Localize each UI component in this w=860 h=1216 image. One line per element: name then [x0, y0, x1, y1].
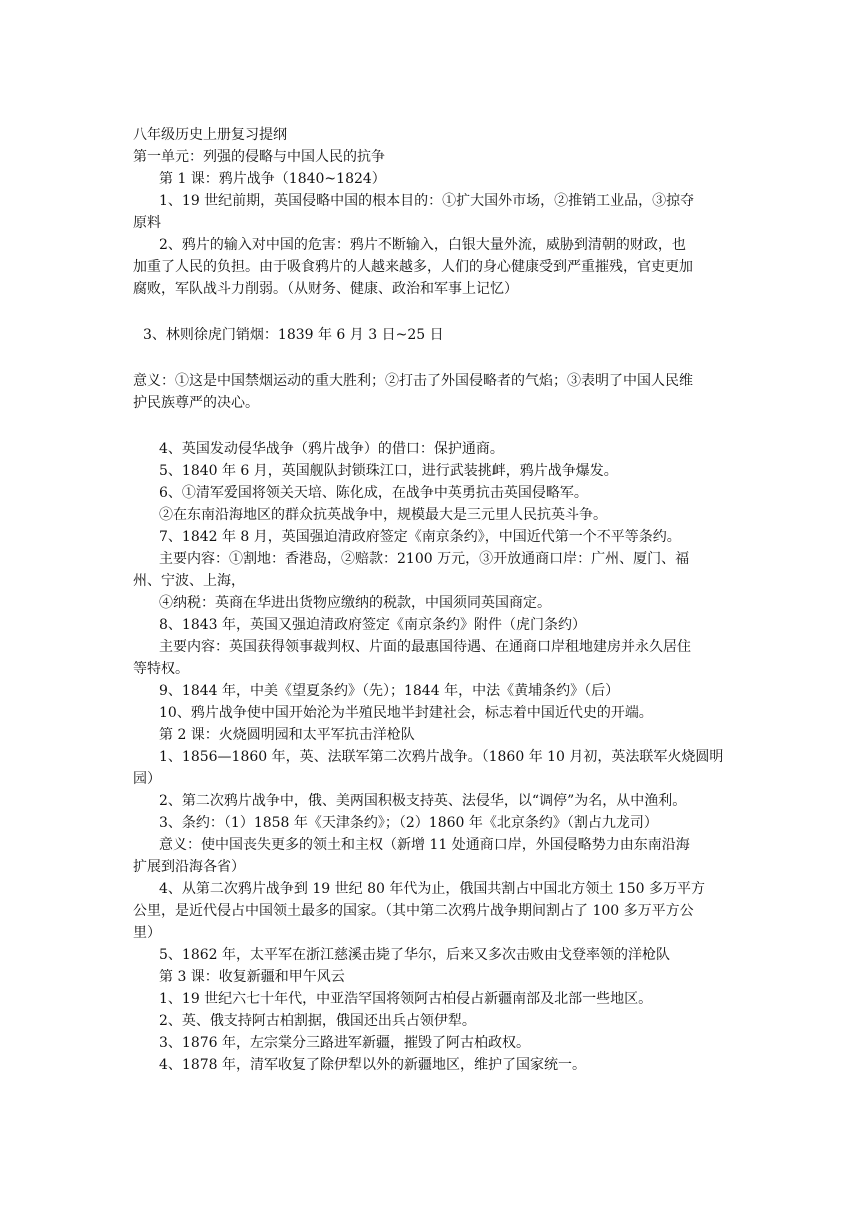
lesson-heading: 第 2 课：火烧圆明园和太平军抗击洋枪队	[159, 727, 415, 743]
text-line: 加重了人民的负担。由于吸食鸦片的人越来越多，人们的身心健康受到严重摧残，官吏更加	[133, 259, 693, 275]
document-title: 八年级历史上册复习提纲	[133, 127, 287, 143]
text-line: 2、第二次鸦片战争中，俄、美两国积极支持英、法侵华，以“调停”为名，从中渔利。	[159, 793, 687, 809]
text-line: 意义：使中国丧失更多的领土和主权（新增 11 处通商口岸，外国侵略势力由东南沿海	[159, 837, 690, 853]
text-line: 里）	[133, 925, 161, 941]
unit-heading: 第一单元：列强的侵略与中国人民的抗争	[133, 149, 385, 165]
text-line: 6、①清军爱国将领关天培、陈化成，在战争中英勇抗击英国侵略军。	[159, 485, 588, 501]
text-line: 9、1844 年，中美《望夏条约》（先）；1844 年，中法《黄埔条约》（后）	[159, 683, 620, 699]
text-line: 3、1876 年，左宗棠分三路进军新疆，摧毁了阿古柏政权。	[159, 1035, 530, 1051]
text-line: 5、1840 年 6 月，英国舰队封锁珠江口，进行武装挑衅，鸦片战争爆发。	[159, 463, 618, 479]
text-line: 园）	[133, 771, 161, 787]
text-line: 1、19 世纪前期，英国侵略中国的根本目的：①扩大国外市场，②推销工业品，③掠夺	[159, 193, 695, 209]
text-line: 公里，是近代侵占中国领土最多的国家。（其中第二次鸦片战争期间割占了 100 多万平方公	[133, 903, 694, 919]
lesson-heading: 第 1 课：鸦片战争（1840~1824）	[159, 171, 386, 187]
text-line: 8、1843 年，英国又强迫清政府签定《南京条约》附件（虎门条约）	[159, 617, 586, 633]
text-line: ④纳税：英商在华进出货物应缴纳的税款，中国须同英国商定。	[159, 595, 551, 611]
text-line: 意义：①这是中国禁烟运动的重大胜利；②打击了外国侵略者的气焰；③表明了中国人民维	[133, 373, 693, 389]
text-line: 10、鸦片战争使中国开始沦为半殖民地半封建社会，标志着中国近代史的开端。	[159, 705, 653, 721]
text-line: 主要内容：①割地：香港岛，②赔款：2100 万元，③开放通商口岸：广州、厦门、福	[159, 551, 690, 567]
text-line: 4、从第二次鸦片战争到 19 世纪 80 年代为止，俄国共割占中国北方领土 150 多万平方	[159, 881, 705, 897]
lesson-heading: 第 3 课：收复新疆和甲午风云	[159, 969, 345, 985]
text-line: 1、19 世纪六七十年代，中亚浩罕国将领阿古柏侵占新疆南部及北部一些地区。	[159, 991, 653, 1007]
text-line: 扩展到沿海各省）	[133, 859, 245, 875]
text-line: ②在东南沿海地区的群众抗英战争中，规模最大是三元里人民抗英斗争。	[159, 507, 607, 523]
text-line: 主要内容：英国获得领事裁判权、片面的最惠国待遇、在通商口岸租地建房并永久居住	[159, 639, 691, 655]
text-line: 4、英国发动侵华战争（鸦片战争）的借口：保护通商。	[159, 441, 504, 457]
text-line: 3、林则徐虎门销烟：1839 年 6 月 3 日~25 日	[143, 327, 444, 343]
document-page	[133, 124, 743, 1076]
text-line: 护民族尊严的决心。	[133, 395, 259, 411]
text-line: 腐败，军队战斗力削弱。（从财务、健康、政治和军事上记忆）	[133, 281, 518, 297]
text-line: 4、1878 年，清军收复了除伊犁以外的新疆地区，维护了国家统一。	[159, 1057, 586, 1073]
text-line: 2、鸦片的输入对中国的危害：鸦片不断输入，白银大量外流，威胁到清朝的财政，也	[159, 237, 686, 253]
text-line: 5、1862 年，太平军在浙江慈溪击毙了华尔，后来又多次击败由戈登率领的洋枪队	[159, 947, 670, 963]
text-line: 等特权。	[133, 661, 189, 677]
text-line: 2、英、俄支持阿古柏割据，俄国还出兵占领伊犁。	[159, 1013, 476, 1029]
text-line: 7、1842 年 8 月，英国强迫清政府签定《南京条约》，中国近代第一个不平等条约。	[159, 529, 681, 545]
text-line: 1、1856—1860 年，英、法联军第二次鸦片战争。（1860 年 10 月初，英法联军火烧圆明	[159, 749, 724, 765]
text-line: 州、宁波、上海，	[133, 573, 245, 589]
text-line: 原料	[133, 215, 161, 231]
text-line: 3、条约：（1）1858 年《天津条约》；（2）1860 年《北京条约》（割占九龙司）	[159, 815, 658, 831]
